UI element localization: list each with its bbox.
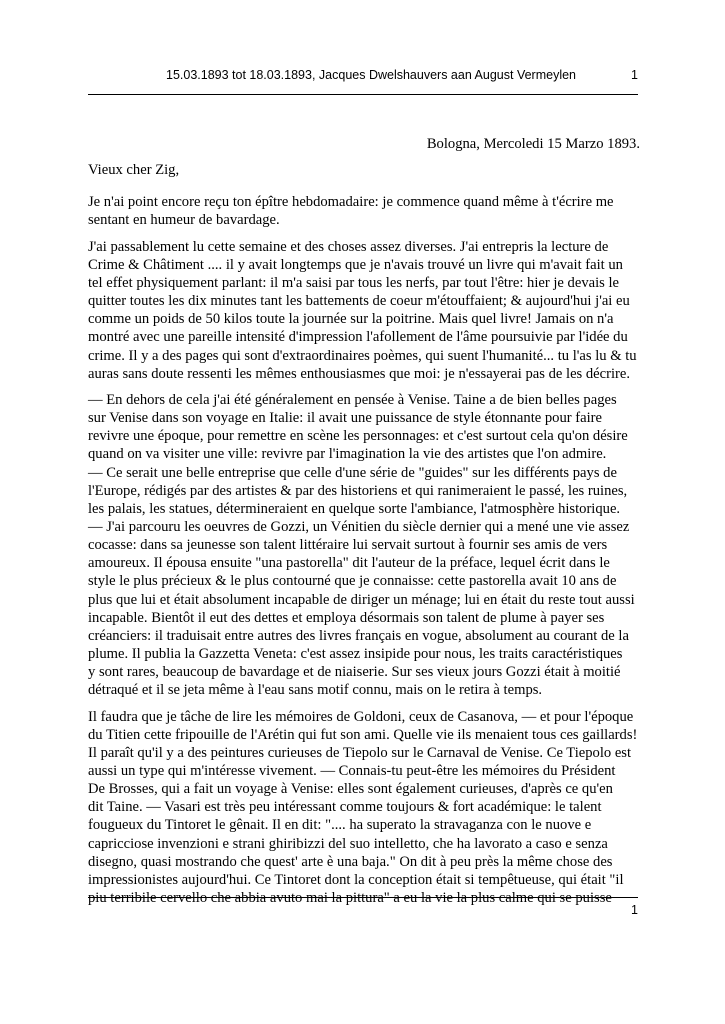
- text-line: crime. Il y a des pages qui sont d'extraordinaires poèmes, qui suent l'humanité... tu l'as lu & tu: [88, 347, 637, 364]
- text-line: tel effet physiquement parlant: il m'a saisi par tous les nerfs, par tout l'être: hier je devais le: [88, 274, 620, 291]
- text-line: montré avec une pareille intensité d'impression l'afollement de l'âme poursuivie par l'idée du: [88, 329, 628, 346]
- header-divider: [88, 94, 638, 95]
- text-line: comme un poids de 50 kilos toute la journée sur la poitrine. Mais quel livre! Jamais on n'a: [88, 311, 614, 328]
- text-line: De Brosses, qui a fait un voyage à Venise: elles sont également curieuses, d'après ce qu'en: [88, 781, 613, 798]
- letter-body: [88, 135, 640, 915]
- text-line: — Ce serait une belle entreprise que celle d'une série de "guides" sur les différents pays de: [88, 464, 617, 481]
- text-line: — En dehors de cela j'ai été généralement en pensée à Venise. Taine a de bien belles pages: [88, 391, 617, 408]
- text-line: capricciose invenzioni e strani ghiribizzi del suo intelletto, che ha lavorato a caso e senza: [88, 835, 608, 852]
- letter-salutation: Vieux cher Zig,: [88, 162, 180, 179]
- paragraph: [88, 238, 640, 383]
- text-line: cocasse: dans sa jeunesse son talent littéraire lui servait surtout à fournir ses amis de vers: [88, 537, 608, 554]
- text-line: Crime & Châtiment .... il y avait longtemps que je n'avais trouvé un livre qui m'avait fait un: [88, 256, 623, 273]
- text-line: — J'ai parcouru les oeuvres de Gozzi, un Vénitien du siècle dernier qui a mené une vie assez: [88, 518, 630, 535]
- page-header: [88, 66, 638, 84]
- text-line: l'Europe, rédigés par des artistes & par des historiens et qui ranimeraient le passé, les ruines,: [88, 482, 628, 499]
- text-line: plus que lui et était absolument incapable de diriger un ménage; lui en était du reste tout aussi: [88, 591, 635, 608]
- text-line: sentant en humeur de bavardage.: [88, 212, 280, 229]
- text-line: Il paraît qu'il y a des peintures curieuses de Tiepolo sur le Carnaval de Venise. Ce Tiepolo est: [88, 744, 632, 761]
- text-line: quand on va visiter une ville: revivre par l'imagination la vie des artistes que l'on admire.: [88, 446, 607, 463]
- text-line: incapable. Bientôt il eut des dettes et employa désormais son talent de plume à payer ses: [88, 609, 605, 626]
- text-line: revivre une époque, pour remettre en scène les personnages: et c'est surtout cela qu'on désire: [88, 428, 628, 445]
- text-line: Je n'ai point encore reçu ton épître hebdomadaire: je commence quand même à t'écrire me: [88, 194, 614, 211]
- text-line: détraqué et il se jeta même à l'eau sans motif connu, mais on le retira à temps.: [88, 682, 543, 699]
- header-title: 15.03.1893 tot 18.03.1893, Jacques Dwelshauvers aan August Vermeylen: [166, 68, 577, 82]
- text-line: y sont rares, beaucoup de bavardage et de niaiserie. Sur ses vieux jours Gozzi était à moitié: [88, 664, 621, 681]
- text-line: du Titien cette fripouille de l'Arétin qui fut son ami. Quelle vie ils menaient tous ces gaillards!: [88, 726, 638, 743]
- header-page-number: 1: [631, 68, 638, 82]
- text-line: amoureux. Il épousa ensuite "una pastorella" dit l'auteur de la préface, lequel écrit dans le: [88, 555, 610, 572]
- paragraph: [88, 391, 640, 700]
- text-line: style le plus précieux & le plus contourné que je connaisse: cette pastorella avait 10 ans de: [88, 573, 617, 590]
- text-line: impressionistes aujourd'hui. Ce Tintoret dont la conception était si tempêtueuse, qui était "il: [88, 871, 624, 888]
- text-line: Il faudra que je tâche de lire les mémoires de Goldoni, ceux de Casanova, — et pour l'époque: [88, 708, 634, 725]
- paragraph: [88, 193, 640, 229]
- text-line: sur Venise dans son voyage en Italie: il avait une puissance de style étonnante pour faire: [88, 410, 603, 427]
- text-line: disegno, quasi mostrando che quest' arte è una baja." On dit à peu près la même chose des: [88, 853, 613, 870]
- letter-dateline: Bologna, Mercoledi 15 Marzo 1893.: [426, 136, 640, 152]
- footer-page-number: 1: [631, 903, 638, 917]
- text-line: dit Taine. — Vasari est très peu intéressant comme toujours & fort académique: le talent: [88, 799, 602, 816]
- text-line: les palais, les statues, détermineraient en quelque sorte l'ambiance, l'atmosphère historique.: [88, 500, 621, 517]
- text-line: créanciers: il traduisait entre autres des livres français en vogue, absolument au courant de la: [88, 627, 629, 644]
- footer-divider: [88, 897, 638, 898]
- text-line: J'ai passablement lu cette semaine et des choses assez diverses. J'ai entrepris la lecture de: [88, 238, 609, 255]
- text-line: aussi un type qui m'intéresse vivement. — Connais-tu peut-être les mémoires du Président: [88, 763, 616, 779]
- text-line: piu terribile cervello che abbia avuto mai la pittura" a eu la vie la plus calme qui se puisse: [88, 890, 612, 907]
- paragraph: [88, 708, 640, 908]
- text-line: plume. Il publia la Gazzetta Veneta: c'est assez insipide pour nous, les traits caractéristiques: [88, 646, 623, 663]
- text-line: quitter toutes les dix minutes tant les battements de coeur m'étouffaient; & aujourd'hui j'ai eu: [88, 293, 630, 310]
- text-line: fougueux du Tintoret le gênait. Il en dit: ".... ha superato la stravaganza con le nuove e: [88, 817, 592, 834]
- text-line: auras sans doute ressenti les mêmes enthousiasmes que moi: je n'essayerai pas de les décrire.: [88, 365, 631, 382]
